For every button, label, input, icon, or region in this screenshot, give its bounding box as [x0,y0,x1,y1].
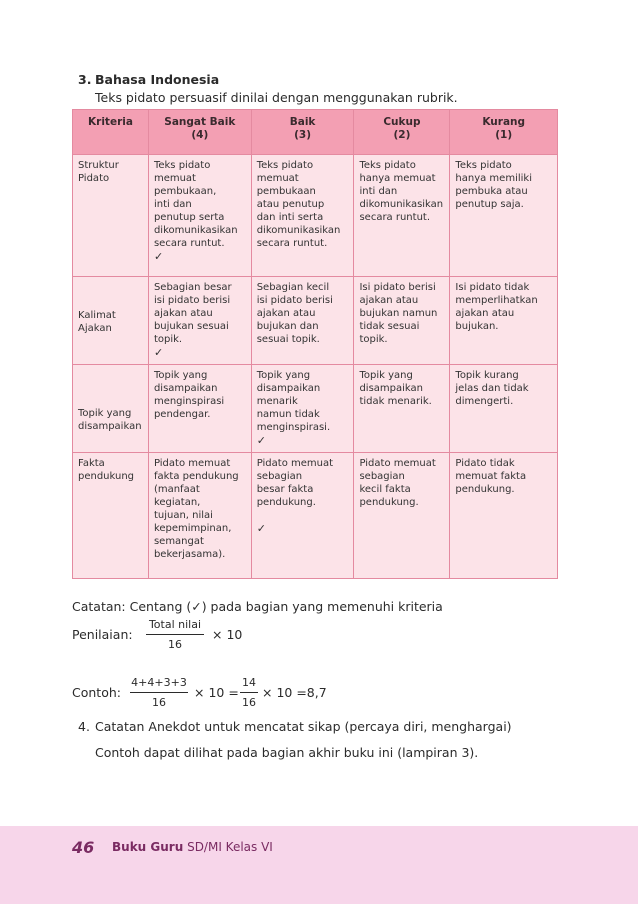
rubric-row [73,277,558,365]
book-title-bold: Buku Guru [112,840,184,854]
rubric-row [73,155,558,277]
score-cell-sangat-baik [148,277,251,365]
score-cell-text: penutup saja. [455,199,524,210]
score-cell-text: disampaikan [359,383,423,394]
score-cell-text: sebagian [256,471,303,482]
score-cell-baik [251,277,354,365]
checkmark-icon: ✓ [256,522,266,535]
criteria-text: pendukung [78,471,135,482]
score-cell-text: kepemimpinan, [153,523,232,534]
score-cell-text: topik. [153,334,183,345]
criteria-text: disampaikan [78,421,142,432]
score-cell-sangat-baik [148,155,251,277]
score-cell-text: Pidato memuat [256,458,334,469]
header-kriteria: Kriteria [73,110,149,155]
criteria-cell [73,453,149,579]
score-cell-text: sesuai topik. [256,334,320,345]
score-cell-kurang [450,155,558,277]
score-cell-text: tidak menarik. [359,396,432,407]
score-cell-text: Teks pidato [359,160,416,171]
checkmark-icon: ✓ [256,434,266,447]
score-cell-text: Pidato memuat [153,458,231,469]
score-cell-text: pendukung. [359,497,419,508]
score-cell-text: ajakan atau [153,308,213,319]
item-4 [78,718,512,735]
score-cell-text: memperlihatkan [455,295,538,306]
score-cell-text: disampaikan [256,383,321,394]
score-cell-text: bujukan sesuai [153,321,229,332]
score-cell-text: dikomunikasikan [256,225,341,236]
score-cell-text: Isi pidato tidak [455,282,530,293]
score-cell-text: secara runtut. [256,238,328,249]
score-cell-text: memuat [256,173,299,184]
header-kurang: Kurang (1) [450,110,558,155]
header-sangat-baik: Sangat Baik (4) [148,110,251,155]
score-cell-text: Sebagian kecil [256,282,330,293]
score-cell-text: tujuan, nilai [153,510,213,521]
score-cell-text: topik. [359,334,388,345]
score-cell-text: ajakan atau [359,295,419,306]
score-cell-text: memuat [153,173,196,184]
criteria-text: Pidato [78,173,110,184]
footer-band [0,826,638,904]
contoh-numerator-2: 14 [242,676,256,689]
score-cell-text: menginspirasi. [256,422,331,433]
section-number: 3. [78,72,92,87]
header-cukup: Cukup (2) [354,110,450,155]
contoh-mid: × 10 = [194,685,239,700]
criteria-cell [73,365,149,453]
score-cell-text: Topik yang [256,370,311,381]
contoh-fraction-1 [130,676,188,709]
score-cell-sangat-baik [148,365,251,453]
score-cell-baik [251,453,354,579]
header-baik: Baik (3) [251,110,354,155]
item-4-line1: Catatan Anekdot untuk mencatat sikap (percaya diri, menghargai) [95,719,512,734]
criteria-text: Fakta [78,458,105,469]
score-cell-text: secara runtut. [153,238,225,249]
score-cell-text: bujukan. [455,321,499,332]
score-cell-text: dikomunikasikan [153,225,238,236]
criteria-text: Ajakan [78,323,112,334]
score-cell-text: Topik kurang [455,370,519,381]
criteria-text: Topik yang [78,408,132,419]
score-cell-baik [251,365,354,453]
item-4-number: 4. [78,719,90,734]
contoh-numerator-1: 4+4+3+3 [131,676,187,689]
score-cell-text: memuat fakta [455,471,527,482]
score-cell-cukup [354,155,450,277]
contoh-result: × 10 =8,7 [262,685,327,700]
score-cell-text: bekerjasama). [153,549,226,560]
score-cell-text: isi pidato berisi [256,295,333,306]
score-cell-text: Topik yang [359,370,413,381]
score-cell-text: dikomunikasikan [359,199,444,210]
score-cell-text: (manfaat [153,484,200,495]
score-cell-text: bujukan namun [359,308,438,319]
rubric-table [72,109,558,579]
score-cell-kurang [450,453,558,579]
score-cell-text: Teks pidato [153,160,211,171]
score-cell-text: ajakan atau [256,308,316,319]
checkmark-icon: ✓ [153,346,164,359]
criteria-text: Kalimat [78,310,116,321]
penilaian-fraction [146,618,204,651]
score-cell-text: tidak sesuai [359,321,420,332]
score-cell-text: hanya memuat [359,173,436,184]
penilaian-label: Penilaian: [72,627,133,642]
score-cell-text: isi pidato berisi [153,295,231,306]
item-4-line2: Contoh dapat dilihat pada bagian akhir buku ini (lampiran 3). [95,745,479,760]
score-cell-text: Teks pidato [455,160,512,171]
score-cell-text: Pidato tidak [455,458,515,469]
score-cell-text: ajakan atau [455,308,515,319]
penilaian-multiplier: × 10 [212,627,243,642]
criteria-text: Struktur [78,160,119,171]
score-cell-cukup [354,277,450,365]
score-cell-kurang [450,277,558,365]
score-cell-cukup [354,365,450,453]
score-cell-text: jelas dan tidak [455,383,529,394]
score-cell-text: pembukaan, [153,186,217,197]
score-cell-text: pembuka atau [455,186,528,197]
score-cell-text: semangat [153,536,204,547]
score-cell-text: inti dan [359,186,398,197]
score-cell-text: kegiatan, [153,497,201,508]
score-cell-text: dimengerti. [455,396,514,407]
score-cell-text: fakta pendukung [153,471,239,482]
section-title: Bahasa Indonesia [95,72,220,87]
section-subtitle: Teks pidato persuasif dinilai dengan menggunakan rubrik. [95,90,458,105]
score-cell-text: Pidato memuat [359,458,436,469]
penilaian-numerator: Total nilai [148,618,202,631]
score-cell-text: Teks pidato [256,160,314,171]
rubric-row [73,453,558,579]
contoh-denominator-2: 16 [242,696,256,709]
score-cell-kurang [450,365,558,453]
contoh-fraction-2 [240,676,258,709]
penilaian-denominator: 16 [168,638,182,651]
book-title-rest: SD/MI Kelas VI [187,840,273,854]
page-number: 46 [72,838,95,857]
score-cell-text: bujukan dan [256,321,319,332]
book-title [112,840,273,854]
score-cell-text: pendukung. [256,497,316,508]
score-cell-text: menginspirasi [153,396,225,407]
score-cell-text: kecil fakta [359,484,411,495]
score-cell-baik [251,155,354,277]
score-cell-text: sebagian [359,471,405,482]
score-cell-text: disampaikan [153,383,218,394]
score-cell-text: secara runtut. [359,212,431,223]
score-cell-text: Topik yang [153,370,208,381]
checkmark-icon: ✓ [153,250,164,263]
score-cell-text: hanya memiliki [455,173,532,184]
criteria-cell [73,155,149,277]
score-cell-cukup [354,453,450,579]
score-cell-text: penutup serta [153,212,225,223]
score-cell-text: atau penutup [256,199,325,210]
score-cell-text: besar fakta [256,484,314,495]
contoh-label: Contoh: [72,685,121,700]
rubric-header-row [73,110,558,155]
score-cell-sangat-baik [148,453,251,579]
score-cell-text: dan inti serta [256,212,324,223]
score-cell-text: inti dan [153,199,192,210]
criteria-cell [73,277,149,365]
score-cell-text: pembukaan [256,186,316,197]
score-cell-text: Isi pidato berisi [359,282,436,293]
score-cell-text: namun tidak [256,409,320,420]
score-cell-text: Sebagian besar [153,282,232,293]
score-cell-text: pendengar. [153,409,211,420]
section-3-heading [78,71,219,88]
score-cell-text: menarik [256,396,298,407]
score-cell-text: pendukung. [455,484,515,495]
rubric-row [73,365,558,453]
checkmark-note: Catatan: Centang (✓) pada bagian yang memenuhi kriteria [72,599,443,614]
contoh-denominator-1: 16 [152,696,166,709]
